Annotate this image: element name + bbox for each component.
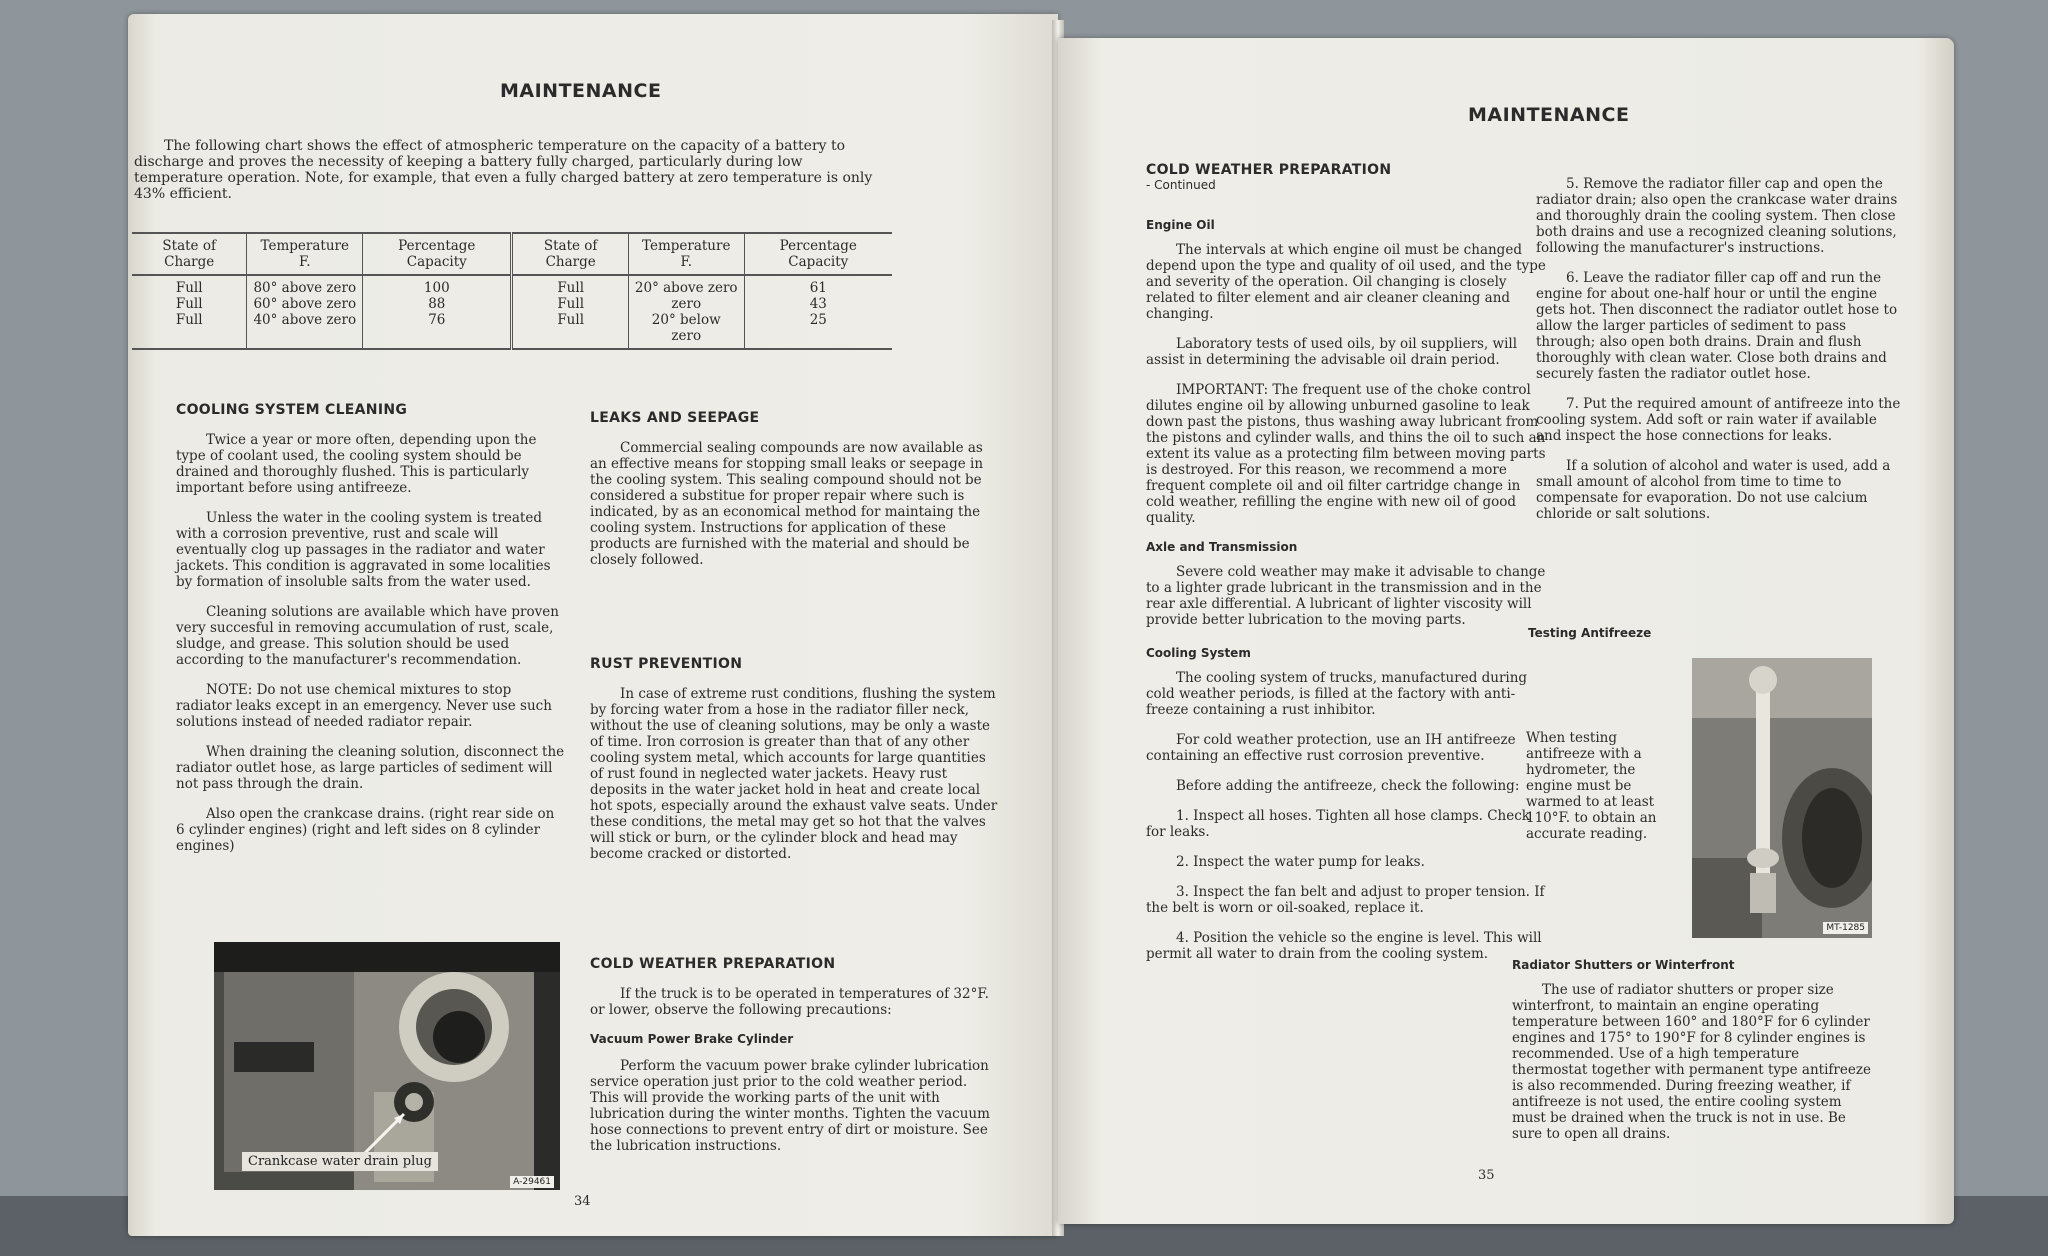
hydrometer-photo (1692, 658, 1872, 938)
paragraph: Also open the crankcase drains. (right rear side on 6 cylinder engines) (right and left sides on 8 cylinder engines) (176, 806, 555, 854)
list-item: 6. Leave the radiator filler cap off and run the engine for about one-half hour or until the engine gets hot. Then disconnect the radiator outlet hose to allow the larger particles of sediment to pass through; also open both drains. Drain and flush thoroughly with clean water. Close both drains and securely fasten the radiator outlet hose. (1536, 270, 1898, 382)
page-number: 34 (574, 1194, 591, 1209)
paragraph: If the truck is to be operated in temperatures of 32°F. or lower, observe the following precautions: (590, 986, 989, 1018)
right-page-header: MAINTENANCE (1468, 104, 1630, 126)
battery-capacity-table (132, 232, 892, 350)
photo-caption: Crankcase water drain plug (242, 1152, 438, 1171)
table-header: Temperature F. (628, 233, 744, 275)
table-header: Percentage Capacity (363, 233, 512, 275)
table-cell: 20° above zero zero 20° below zero (628, 275, 744, 349)
section-title: RUST PREVENTION (590, 656, 743, 672)
paragraph: The intervals at which engine oil must be changed depend upon the type and quality of oil used, and the type and severity of the operation. Oil changing is closely related to filter element and air cleaner cleaning and changing. (1146, 242, 1546, 322)
paragraph: Twice a year or more often, depending upon the type of coolant used, the cooling system should be drained and thoroughly flushed. This is particularly important before using antifreeze. (176, 432, 537, 496)
subsection-title: Testing Antifreeze (1528, 626, 1652, 640)
subsection-title: Radiator Shutters or Winterfront (1512, 958, 1735, 972)
paragraph: Laboratory tests of used oils, by oil suppliers, will assist in determining the advisable oil drain period. (1146, 336, 1518, 368)
list-item: 5. Remove the radiator filler cap and open the radiator drain; also open the crankcase water drains and thoroughly drain the cooling system. Then close both drains and use a recognized cleaning solutions, following the manufacturer's instructions. (1536, 176, 1898, 256)
subsection-title: Cooling System (1146, 646, 1251, 660)
paragraph: If a solution of alcohol and water is used, add a small amount of alcohol from time to time to compensate for evaporation. Do not use calcium chloride or salt solutions. (1536, 458, 1891, 522)
list-item: 1. Inspect all hoses. Tighten all hose clamps. Check for leaks. (1146, 808, 1530, 840)
section-title: COOLING SYSTEM CLEANING (176, 402, 408, 418)
section-title: COLD WEATHER PREPARATION (1146, 162, 1392, 178)
testing-antifreeze-text (1526, 730, 1686, 856)
paragraph: Commercial sealing compounds are now available as an effective means for stopping small leaks or seepage in the cooling system. This sealing compound should not be considered a substitue for proper repair where such is indicated, by as an economical method for maintaing the cooling system. Instructions for application of these products are furnished with the material and should be closely followed. (590, 440, 984, 568)
subsection-title: Axle and Transmission (1146, 540, 1298, 554)
list-item: 3. Inspect the fan belt and adjust to proper tension. If the belt is worn or oil-soaked, replace it. (1146, 884, 1545, 916)
table-header: Percentage Capacity (744, 233, 892, 275)
paragraph: Before adding the antifreeze, check the following: (1176, 778, 1520, 794)
paragraph: In case of extreme rust conditions, flushing the system by forcing water from a hose in the radiator filler neck, without the use of cleaning solutions, may be only a waste of time. Iron corrosion is greater than that of any other cooling system metal, which accounts for large quantities of rust found in neglected water jackets. Heavy rust deposits in the water jacket hold in heat and create local hot spots, especially around the exhaust valve seats. Under these conditions, the metal may get so hot that the valves will stick or burn, or the cylinder block and head may become cracked or distorted. (590, 686, 998, 862)
right-right-column (1536, 176, 1906, 536)
section-title: LEAKS AND SEEPAGE (590, 410, 760, 426)
cooling-system-cleaning-section (176, 402, 566, 868)
table-cell: 100 88 76 (363, 275, 512, 349)
list-item: 7. Put the required amount of antifreeze into the cooling system. Add soft or rain water if available and inspect the hose connections for leaks. (1536, 396, 1901, 444)
list-item: 4. Position the vehicle so the engine is level. This will permit all water to drain from the cooling system. (1146, 930, 1542, 962)
cold-weather-section (590, 956, 1000, 1168)
left-page-header: MAINTENANCE (500, 80, 662, 102)
page-number: 35 (1478, 1168, 1495, 1183)
table-cell: 80° above zero 60° above zero 40° above zero (247, 275, 363, 349)
subsection-title: Vacuum Power Brake Cylinder (590, 1032, 794, 1046)
leaks-seepage-section (590, 410, 1000, 582)
hydrometer-illustration (1692, 658, 1872, 938)
table-header: Temperature F. (247, 233, 363, 275)
rust-prevention-section (590, 656, 1000, 876)
table-row (132, 275, 892, 349)
subsection-title: Engine Oil (1146, 218, 1215, 232)
paragraph: Perform the vacuum power brake cylinder lubrication service operation just prior to the cold weather period. This will provide the working parts of the unit with lubrication during the winter months. Tighten the vacuum hose connections to prevent entry of dirt or moisture. See the lubrication instructions. (590, 1058, 990, 1154)
right-page (1058, 38, 1954, 1224)
paragraph: When draining the cleaning solution, disconnect the radiator outlet hose, as large particles of sediment will not pass through the drain. (176, 744, 565, 792)
crankcase-drain-photo (214, 942, 560, 1190)
list-item: 2. Inspect the water pump for leaks. (1176, 854, 1425, 870)
note-paragraph: NOTE: Do not use chemical mixtures to stop radiator leaks except in an emergency. Never use such solutions instead of needed radiator repair. (176, 682, 552, 730)
section-subtitle: - Continued (1146, 178, 1216, 192)
photo-code: A-29461 (510, 1176, 554, 1188)
photo-code: MT-1285 (1823, 922, 1868, 934)
section-title: COLD WEATHER PREPARATION (590, 956, 836, 972)
paragraph: Cleaning solutions are available which have proven very succesful in removing accumulation of rust, scale, sludge, and grease. This solution should be used according to the manufacturer's recommendation. (176, 604, 559, 668)
paragraph: For cold weather protection, use an IH antifreeze containing an effective rust corrosion preventive. (1146, 732, 1516, 764)
important-paragraph: IMPORTANT: The frequent use of the choke control dilutes engine oil by allowing unburned gasoline to leak down past the pistons, thus washing away lubricant from the pistons and cylinder walls, and thins the oil to such an extent its value as a protecting film between moving parts is destroyed. For this reason, we recommend a more frequent complete oil and oil filter cartridge change in cold weather, refilling the engine with new oil of good quality. (1146, 382, 1546, 526)
paragraph: The use of radiator shutters or proper size winterfront, to maintain an engine operating temperature between 160° and 180°F for 6 cylinder engines and 175° to 190°F for 8 cylinder engines is recommended. Use of a high temperature thermostat together with permanent type antifreeze is also recommended. During freezing weather, if antifreeze is not used, the entire cooling system must be drained when the truck is not in use. Be sure to open all drains. (1512, 982, 1871, 1142)
battery-intro: The following chart shows the effect of atmospheric temperature on the capacity of a battery to discharge and proves the necessity of keeping a battery fully charged, particularly during low temperature operation. Note, for example, that even a fully charged battery at zero temperature is only 43% efficient. (134, 138, 873, 202)
paragraph: Severe cold weather may make it advisable to change to a lighter grade lubricant in the transmission and in the rear axle differential. A lubricant of lighter viscosity will provide better lubrication to the moving parts. (1146, 564, 1546, 628)
left-page (128, 14, 1058, 1236)
paragraph: The cooling system of trucks, manufactured during cold weather periods, is filled at the factory with anti-freeze containing a rust inhibitor. (1146, 670, 1528, 718)
paragraph: Unless the water in the cooling system is treated with a corrosion preventive, rust and scale will eventually clog up passages in the radiator and water jackets. This condition is aggravated in some localities by formation of insoluble salts from the water used. (176, 510, 551, 590)
paragraph: When testing antifreeze with a hydrometer, the engine must be warmed to at least 110°F. to obtain an accurate reading. (1526, 730, 1657, 842)
radiator-shutters-section (1512, 958, 1872, 1156)
table-cell: Full Full Full (512, 275, 628, 349)
table-header: State of Charge (512, 233, 628, 275)
table-cell: Full Full Full (132, 275, 247, 349)
table-cell: 61 43 25 (744, 275, 892, 349)
table-header: State of Charge (132, 233, 247, 275)
right-left-column (1146, 162, 1546, 976)
